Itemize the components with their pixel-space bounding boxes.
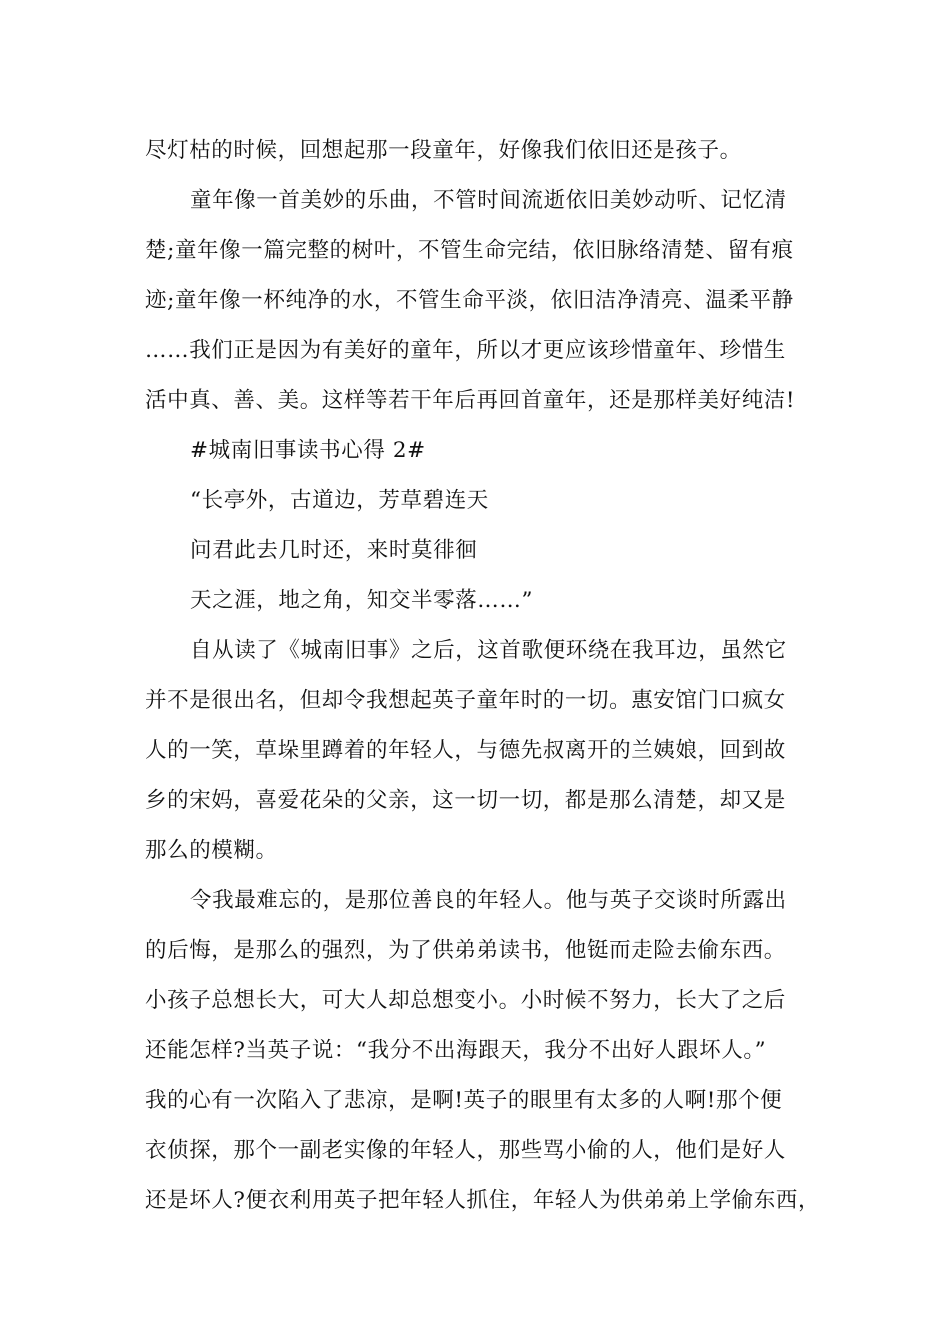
paragraph-start-line: 令我最难忘的，是那位善良的年轻人。他与英子交谈时所露出	[190, 888, 787, 913]
text-line: 我的心有一次陷入了悲凉，是啊!英子的眼里有太多的人啊!那个便	[145, 1088, 783, 1113]
text-line: 并不是很出名，但却令我想起英子童年时的一切。惠安馆门口疯女	[145, 688, 786, 713]
quote-line: “长亭外，古道边，芳草碧连天	[190, 488, 489, 513]
text-line: 人的一笑，草垛里蹲着的年轻人，与德先叔离开的兰姨娘，回到故	[145, 738, 786, 763]
text-line: 还是坏人?便衣利用英子把年轻人抓住，年轻人为供弟弟上学偷东西，	[145, 1188, 821, 1213]
paragraph-start-line: 自从读了《城南旧事》之后，这首歌便环绕在我耳边，虽然它	[190, 638, 787, 663]
text-line: 活中真、善、美。这样等若干年后再回首童年，还是那样美好纯洁!	[145, 388, 796, 413]
paragraph-start-line: 童年像一首美妙的乐曲，不管时间流逝依旧美妙动听、记忆清	[190, 188, 787, 213]
section-heading: #城南旧事读书心得 2#	[190, 438, 426, 463]
text-line: 的后悔，是那么的强烈，为了供弟弟读书，他铤而走险去偷东西。	[145, 938, 786, 963]
text-line: 衣侦探，那个一副老实像的年轻人，那些骂小偷的人，他们是好人	[145, 1138, 786, 1163]
text-line: 还能怎样?当英子说：“我分不出海跟天，我分不出好人跟坏人。”	[145, 1038, 767, 1063]
text-line: ……我们正是因为有美好的童年，所以才更应该珍惜童年、珍惜生	[145, 338, 786, 363]
text-line: 尽灯枯的时候，回想起那一段童年，好像我们依旧还是孩子。	[145, 138, 742, 163]
text-line: 楚;童年像一篇完整的树叶，不管生命完结，依旧脉络清楚、留有痕	[145, 238, 794, 263]
quote-line: 问君此去几时还，来时莫徘徊	[190, 538, 478, 563]
text-line: 乡的宋妈，喜爱花朵的父亲，这一切一切，都是那么清楚，却又是	[145, 788, 786, 813]
text-line: 小孩子总想长大，可大人却总想变小。小时候不努力，长大了之后	[145, 988, 786, 1013]
text-line: 那么的模糊。	[145, 838, 278, 863]
quote-line: 天之涯，地之角，知交半零落……”	[190, 588, 534, 613]
text-line: 迹;童年像一杯纯净的水，不管生命平淡，依旧洁净清亮、温柔平静	[145, 288, 794, 313]
